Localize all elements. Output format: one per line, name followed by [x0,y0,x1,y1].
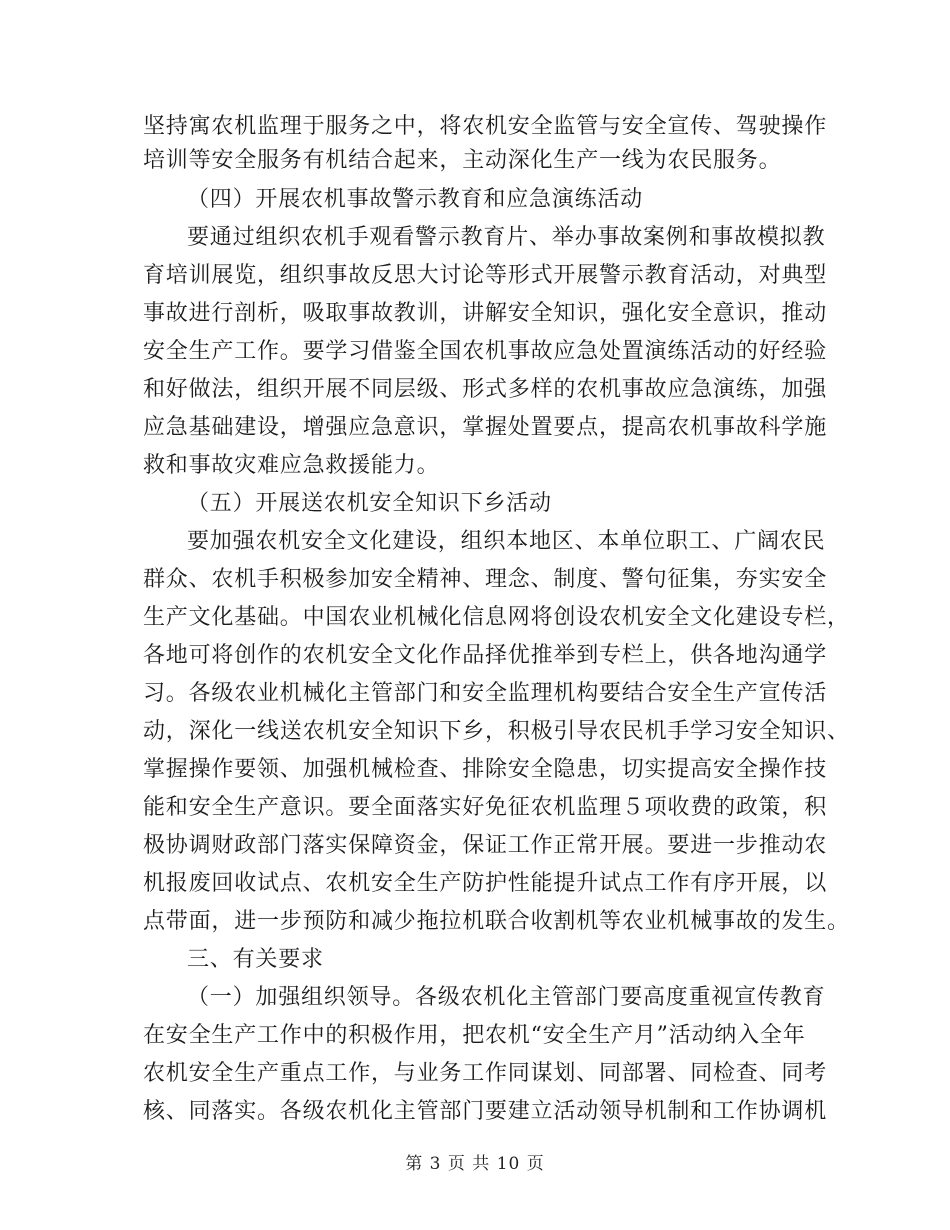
body-text-line: 育培训展览，组织事故反思大讨论等形式开展警示教育活动，对典型 [143,263,828,288]
body-text-line: 掌握操作要领、加强机械检查、排除安全隐患，切实提高安全操作技 [143,757,828,782]
page-number-footer: 第 3 页 共 10 页 [405,1154,545,1174]
body-text-line: 安全生产工作。要学习借鉴全国农机事故应急处置演练活动的好经验 [143,339,828,364]
body-text-line: 核、同落实。各级农机化主管部门要建立活动领导机制和工作协调机 [143,1099,828,1124]
body-text-line: 极协调财政部门落实保障资金，保证工作正常开展。要进一步推动农 [143,833,828,858]
body-text-line: 救和事故灾难应急救援能力。 [143,453,440,478]
body-text-line: 群众、农机手积极参加安全精神、理念、制度、警句征集，夯实安全 [143,567,828,592]
body-text-line: 应急基础建设，增强应急意识，掌握处置要点，提高农机事故科学施 [143,415,828,440]
body-text-line: 培训等安全服务有机结合起来，主动深化生产一线为农民服务。 [143,148,782,173]
body-text-line: 和好做法，组织开展不同层级、形式多样的农机事故应急演练，加强 [143,377,828,402]
body-text-line: 要通过组织农机手观看警示教育片、举办事故案例和事故模拟教 [187,225,826,250]
section-heading-3: 三、有关要求 [187,947,324,972]
body-text-line: 农机安全生产重点工作，与业务工作同谋划、同部署、同检查、同考 [143,1061,828,1086]
body-text-line: 习。各级农业机械化主管部门和安全监理机构要结合安全生产宣传活 [143,681,828,706]
body-text-line: （一）加强组织领导。各级农机化主管部门要高度重视宣传教育 [187,985,826,1010]
body-text-line: 事故进行剖析，吸取事故教训，讲解安全知识，强化安全意识，推动 [143,301,828,326]
body-text-line: 能和安全生产意识。要全面落实好免征农机监理５项收费的政策，积 [143,795,828,820]
body-text-line: 要加强农机安全文化建设，组织本地区、本单位职工、广阔农民 [187,529,826,554]
section-heading-5: （五）开展送农机安全知识下乡活动 [187,491,552,516]
body-text-line: 坚持寓农机监理于服务之中，将农机安全监管与安全宣传、驾驶操作 [143,114,828,139]
body-text-line: 各地可将创作的农机安全文化作品择优推举到专栏上，供各地沟通学 [143,643,828,668]
body-text-line: 机报废回收试点、农机安全生产防护性能提升试点工作有序开展，以 [143,871,828,896]
body-text-line: 动，深化一线送农机安全知识下乡，积极引导农民机手学习安全知识、 [143,719,850,744]
section-heading-4: （四）开展农机事故警示教育和应急演练活动 [187,187,644,212]
body-text-line: 点带面，进一步预防和减少拖拉机联合收割机等农业机械事故的发生。 [143,909,850,934]
body-text-line: 在安全生产工作中的积极作用，把农机“安全生产月”活动纳入全年 [143,1023,806,1048]
body-text-line: 生产文化基础。中国农业机械化信息网将创设农机安全文化建设专栏， [143,605,850,630]
